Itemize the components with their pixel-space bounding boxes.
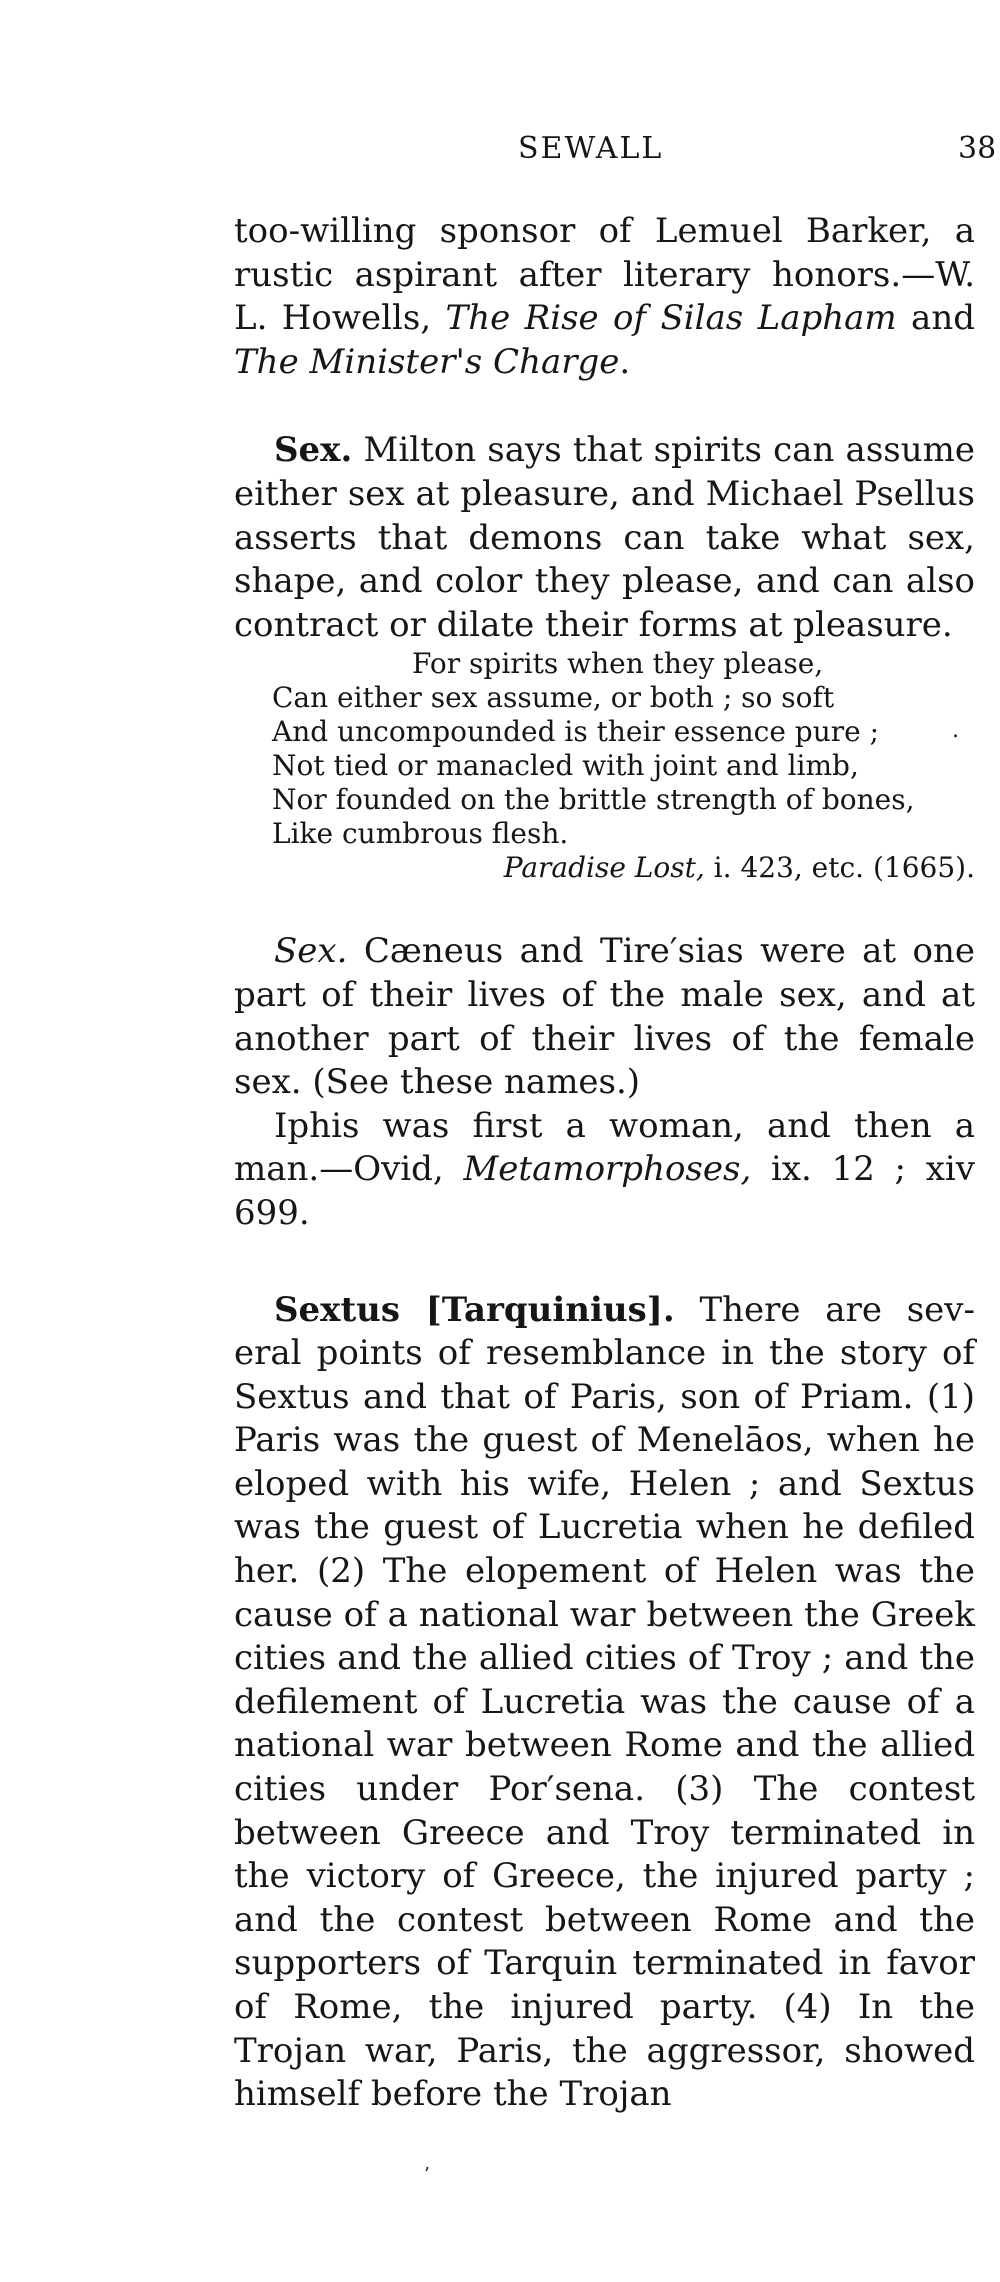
entry-iphis: Iphis was first a woman, and then a man.—Ovid, Metamorphoses, ix. 12 ; xiv 699. [234,1105,975,1233]
verse-line: Can either sex assume, or both ; so soft [272,681,835,715]
verse-line: And uncompounded is their essence pure ; [272,715,880,749]
entry-lapham-continuation: too-willing sponsor of Lemuel Barker, a rustic aspirant after literary honors.—W. L. Howells, The Rise of Silas Lapham and The Minister's Charge. [234,211,975,382]
print-speck: . [952,718,959,743]
headword: Sex. [274,430,353,471]
entry-sex-milton: Sex. Milton says that spirits can assume either sex at pleasure, and Michael Psellus asserts that demons can take what sex, shape, and color they please, and can also contract or dilate their forms at pleasure. [234,430,975,645]
quotation-citation: Paradise Lost, i. 423, etc. (1665). [503,851,975,885]
entry-sextus: Sextus [Tarquinius]. There are several points of resemblance in the story of Sextus and that of Paris, son of Priam. (1) Paris was the guest of Menelāos, when he eloped with his wife, Helen ; and Sextus was the guest of Lucretia when he defiled her. (2) The elopement of Helen was the cause of a national war between the Greek cities and the allied cities of Troy ; and the defilement of Lucretia was the cause of a national war between Rome and the allied cities under Por′sena. (3) The contest between Greece and Troy terminated in the victory of Greece, the injured party ; and the contest between Rome and the supporters of Tarquin terminated in favor of Rome, the injured party. (4) In the Trojan war, Paris, the aggressor, showed himself before the Trojan [234,1289,975,2115]
verse-line: For spirits when they please, [412,647,824,681]
headword: Sextus [Tarquinius]. [274,1289,675,1330]
text-column [234,210,975,2117]
verse-line: Not tied or manacled with joint and limb, [272,749,859,783]
print-speck: ’ [424,2164,430,2185]
work-title: Metamorphoses, [463,1149,752,1190]
headword: Sex. [274,931,348,972]
running-head: SEWALL [518,131,664,166]
entry-sex-caeneus: Sex. Cæneus and Tire′sias were at one part of their lives of the male sex, and at another part of their lives of the female sex. (See these names.) [234,931,975,1103]
verse-line: Nor founded on the brittle strength of bones, [272,783,915,817]
page-number: 38 [958,131,997,166]
verse-line: Like cumbrous flesh. [272,817,569,851]
work-title: The Rise of Silas Lapham [445,298,897,339]
verse-quotation [272,647,975,885]
work-title: The Minister's Charge [234,341,620,382]
